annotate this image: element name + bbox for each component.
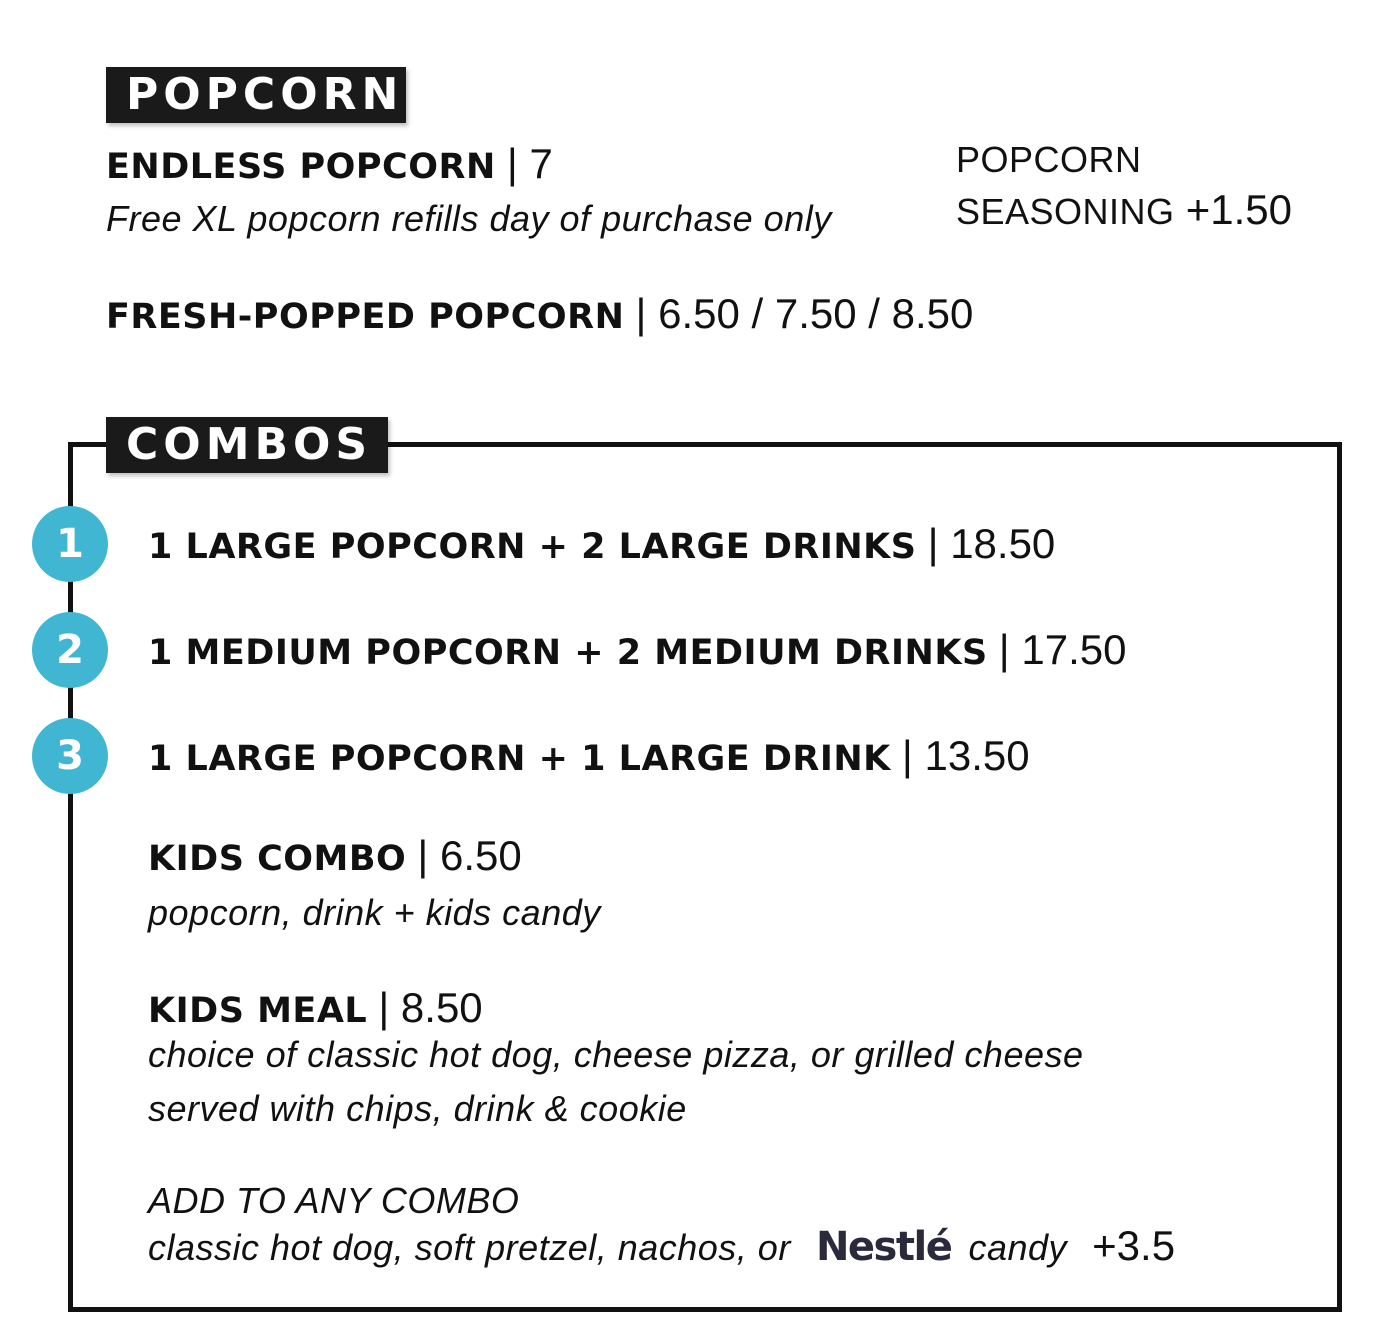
combos-heading-label: COMBOS — [126, 419, 373, 470]
add-on-price: +3.5 — [1092, 1222, 1176, 1269]
kids-combo-row — [148, 832, 522, 883]
kids-combo-price: | 6.50 — [417, 832, 522, 879]
kids-meal-note-line2: served with chips, drink & cookie — [148, 1088, 687, 1129]
popcorn-heading-label: POPCORN — [126, 69, 404, 120]
endless-popcorn-row — [106, 140, 553, 191]
combo-3-number: 3 — [56, 733, 84, 779]
kids-combo-note: popcorn, drink + kids candy — [148, 892, 601, 933]
fresh-popcorn-name: FRESH-POPPED POPCORN — [106, 297, 625, 337]
endless-popcorn-name: ENDLESS POPCORN — [106, 147, 496, 187]
combo-1-row — [148, 520, 1055, 571]
kids-meal-name: KIDS MEAL — [148, 991, 368, 1031]
endless-popcorn-note: Free XL popcorn refills day of purchase only — [106, 198, 832, 239]
seasoning-line2: SEASONING — [956, 191, 1175, 232]
combo-1-price: | 18.50 — [927, 520, 1056, 567]
nestle-logo: Nestlé — [815, 1224, 952, 1270]
kids-combo-name: KIDS COMBO — [148, 839, 407, 879]
kids-meal-price: | 8.50 — [378, 984, 483, 1031]
combo-3-price: | 13.50 — [901, 732, 1030, 779]
combos-heading — [106, 417, 388, 473]
add-on-candy: candy — [968, 1227, 1068, 1268]
fresh-popcorn-price: | 6.50 / 7.50 / 8.50 — [635, 290, 974, 337]
combo-1-badge — [32, 506, 108, 582]
combo-1-number: 1 — [56, 521, 84, 567]
add-on-row — [148, 1222, 1175, 1271]
add-on-title: ADD TO ANY COMBO — [148, 1180, 520, 1221]
combo-3-row — [148, 732, 1030, 783]
combo-2-price: | 17.50 — [998, 626, 1127, 673]
combo-2-badge — [32, 612, 108, 688]
combo-1-name: 1 LARGE POPCORN + 2 LARGE DRINKS — [148, 527, 917, 567]
seasoning-line1: POPCORN — [956, 139, 1142, 180]
combo-3-name: 1 LARGE POPCORN + 1 LARGE DRINK — [148, 739, 891, 779]
kids-meal-note-line1: choice of classic hot dog, cheese pizza, or grilled cheese — [148, 1034, 1084, 1075]
seasoning-price: +1.50 — [1185, 186, 1292, 233]
kids-meal-row — [148, 984, 483, 1035]
popcorn-heading — [106, 67, 406, 123]
fresh-popcorn-row — [106, 290, 973, 341]
seasoning-row — [956, 186, 1292, 236]
combo-2-name: 1 MEDIUM POPCORN + 2 MEDIUM DRINKS — [148, 633, 988, 673]
add-on-items: classic hot dog, soft pretzel, nachos, or — [148, 1227, 791, 1268]
combo-2-row — [148, 626, 1126, 677]
endless-popcorn-price: | 7 — [506, 140, 553, 187]
combo-3-badge — [32, 718, 108, 794]
combo-2-number: 2 — [56, 627, 84, 673]
